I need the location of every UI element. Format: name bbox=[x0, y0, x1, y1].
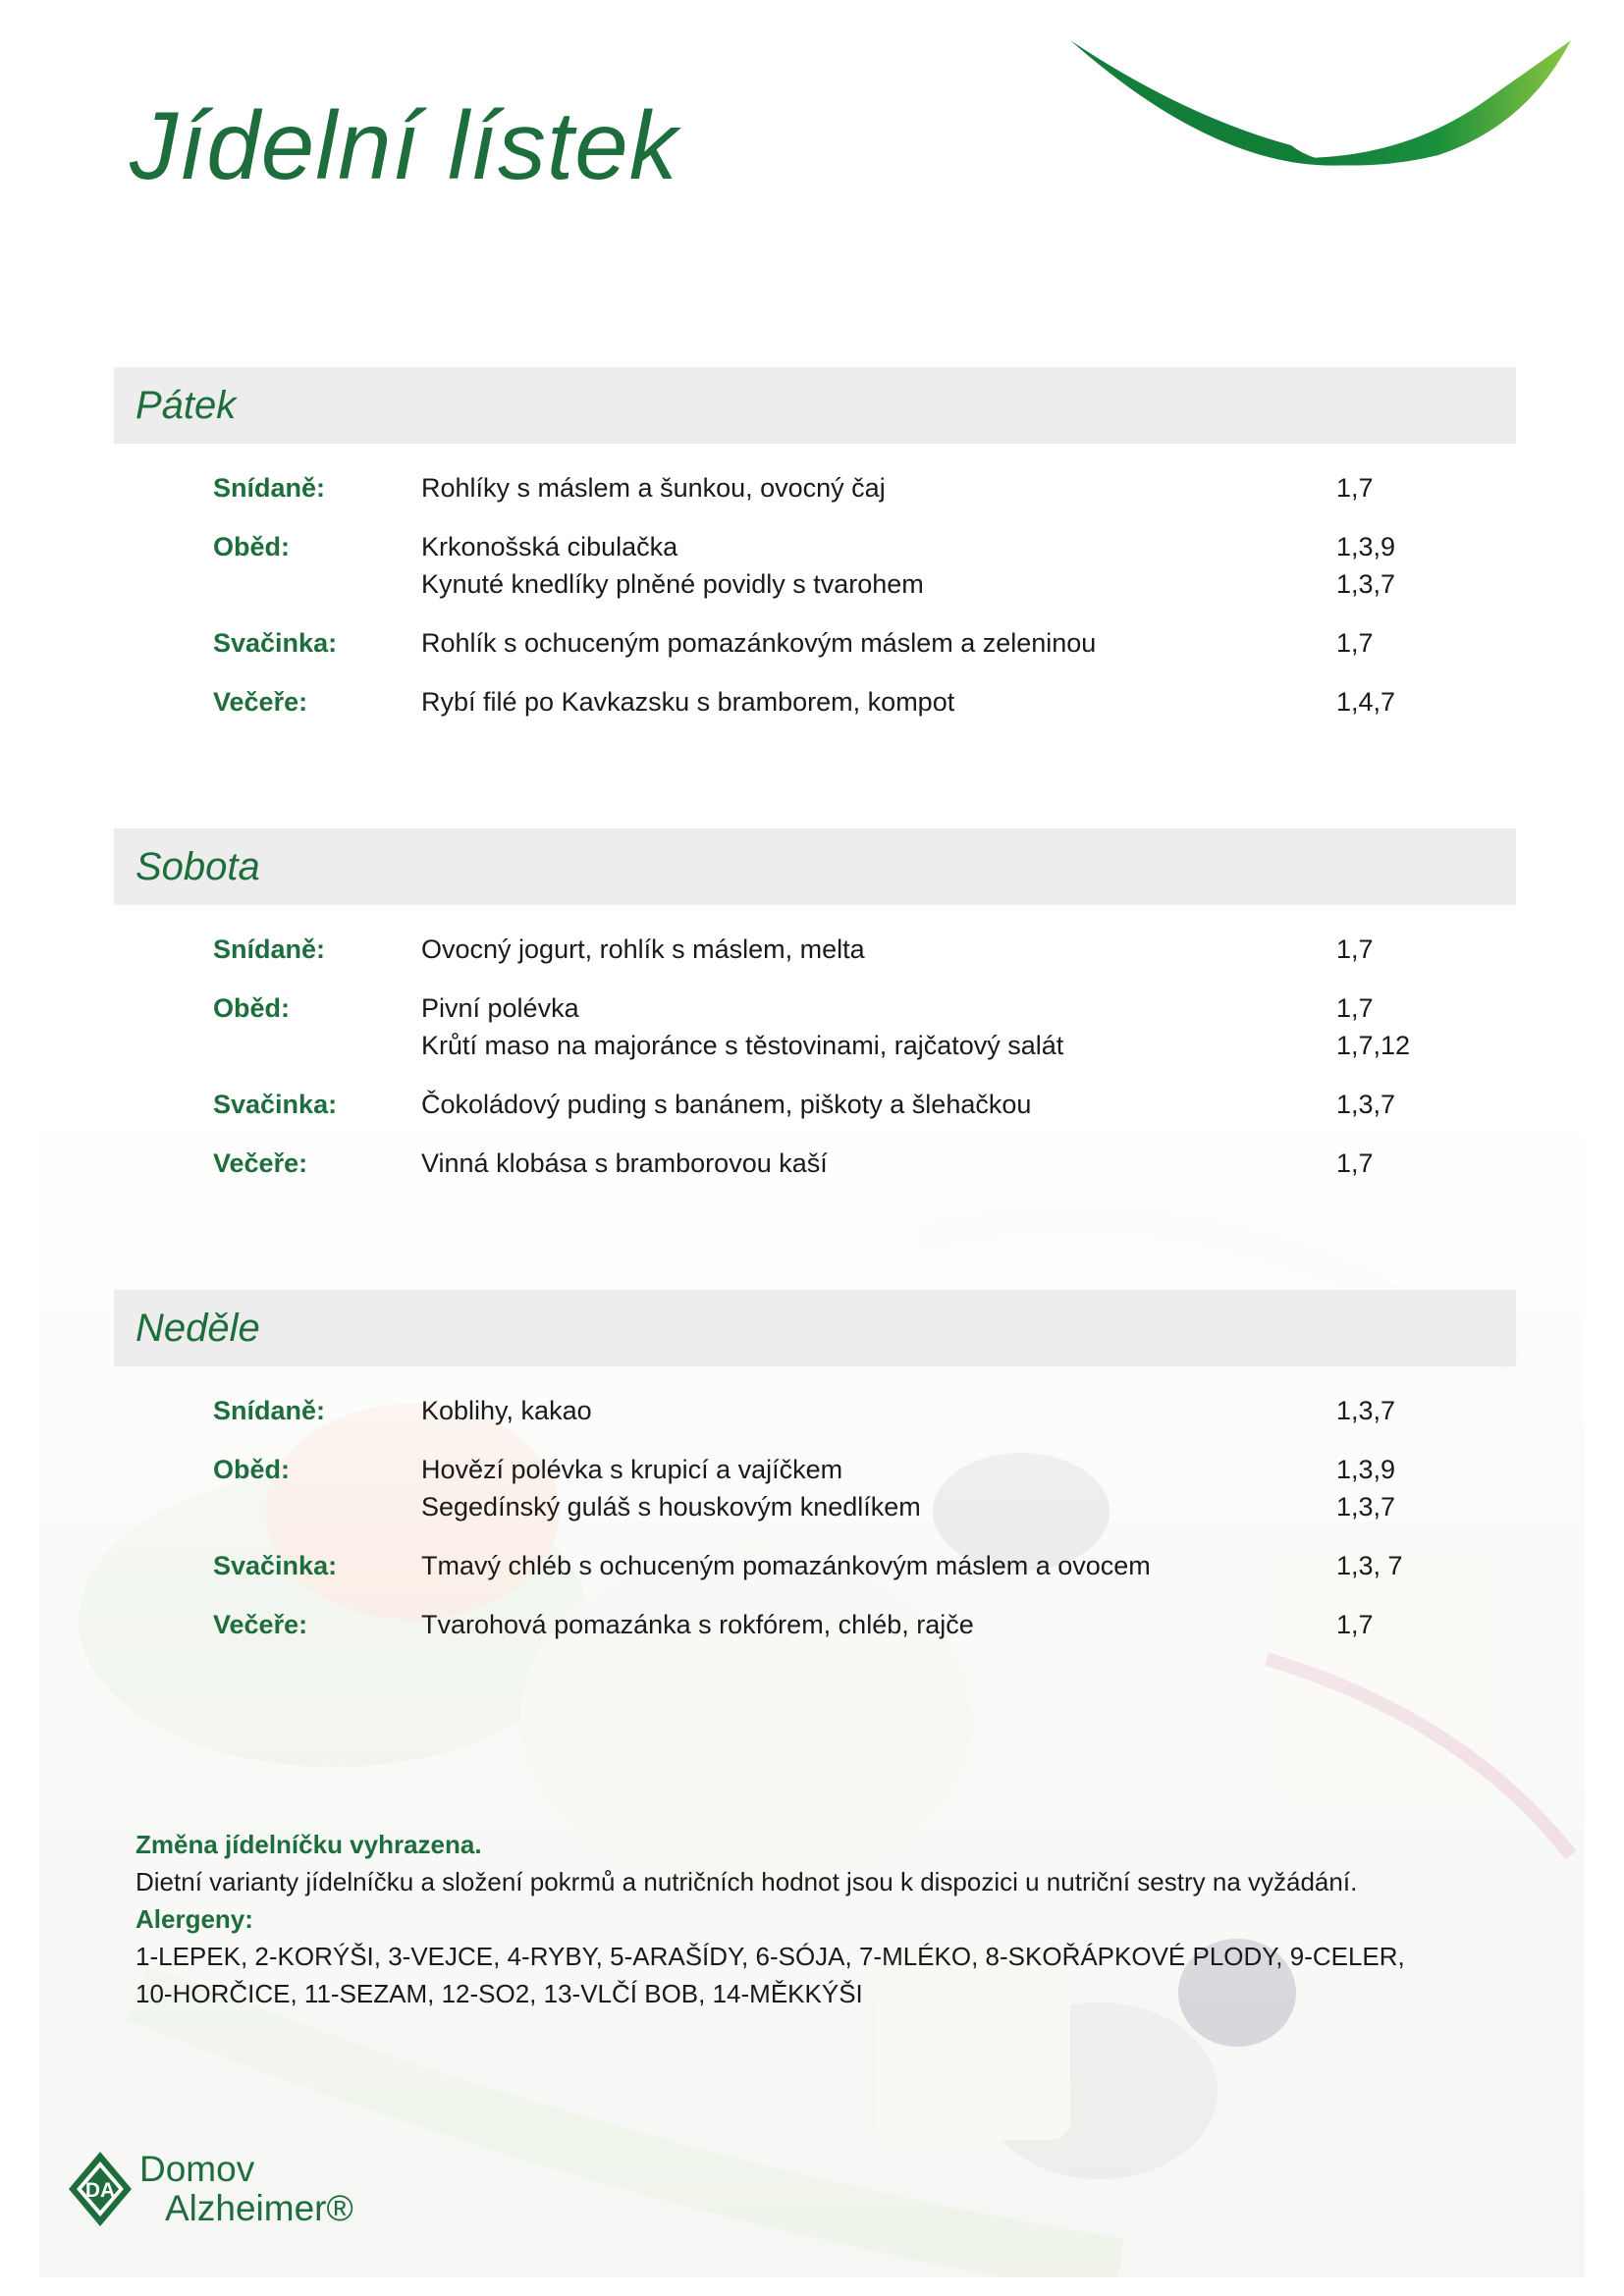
meal-row bbox=[421, 1392, 1516, 1429]
meal-list bbox=[114, 931, 1516, 1182]
day-section-patek bbox=[114, 367, 1516, 742]
dish-name: Krůtí maso na majoránce s těstovinami, rajčatový salát bbox=[421, 1030, 1064, 1060]
dish-name: Kynuté knedlíky plněné povidly s tvarohem bbox=[421, 568, 924, 599]
meal-row bbox=[421, 624, 1516, 662]
meal-dinner bbox=[114, 1606, 1516, 1643]
allergen-codes: 1,3,7 bbox=[1336, 1089, 1396, 1119]
allergens-list-line1: 1-LEPEK, 2-KORÝŠI, 3-VEJCE, 4-RYBY, 5-ARAŠÍDY, 6-SÓJA, 7-MLÉKO, 8-SKOŘÁPKOVÉ PLODY, 9-CELER, bbox=[135, 1942, 1405, 1971]
diet-info: Dietní varianty jídelníčku a složení pokrmů a nutričních hodnot jsou k dispozici u nutriční sestry na vyžádání. bbox=[135, 1867, 1358, 1896]
allergen-codes: 1,3,9 bbox=[1336, 1454, 1396, 1484]
meal-row bbox=[421, 989, 1516, 1027]
dish-name: Koblihy, kakao bbox=[421, 1395, 592, 1425]
day-header bbox=[114, 367, 1516, 444]
day-header bbox=[114, 1290, 1516, 1366]
meal-label: Snídaně: bbox=[213, 934, 326, 964]
allergen-codes: 1,7 bbox=[1336, 1148, 1374, 1178]
allergen-codes: 1,3, 7 bbox=[1336, 1550, 1403, 1580]
dish-name: Tvarohová pomazánka s rokfórem, chléb, rajče bbox=[421, 1609, 974, 1639]
meal-label: Večeře: bbox=[213, 1148, 308, 1178]
meal-list bbox=[114, 469, 1516, 721]
meal-row bbox=[421, 1547, 1516, 1584]
allergen-codes: 1,7 bbox=[1336, 992, 1374, 1023]
allergen-codes: 1,7 bbox=[1336, 627, 1374, 658]
logo-mark-text: DA bbox=[84, 2179, 116, 2202]
meal-label: Oběd: bbox=[213, 1455, 290, 1484]
allergen-codes: 1,7 bbox=[1336, 472, 1374, 503]
dish-name: Čokoládový puding s banánem, piškoty a šlehačkou bbox=[421, 1089, 1032, 1119]
allergen-codes: 1,3,7 bbox=[1336, 1395, 1396, 1425]
meal-breakfast bbox=[114, 931, 1516, 968]
meal-label: Večeře: bbox=[213, 1610, 308, 1639]
meal-dinner bbox=[114, 1145, 1516, 1182]
meal-row bbox=[421, 469, 1516, 507]
brand-swoosh-graphic bbox=[1065, 37, 1576, 170]
allergens-heading: Alergeny: bbox=[135, 1904, 253, 1934]
background-photo bbox=[39, 1109, 1585, 2277]
meal-snack bbox=[114, 624, 1516, 662]
change-notice: Změna jídelníčku vyhrazena. bbox=[135, 1830, 482, 1859]
meal-row bbox=[421, 931, 1516, 968]
meal-row bbox=[421, 1145, 1516, 1182]
logo-line2: Alzheimer® bbox=[165, 2188, 353, 2228]
dish-name: Rohlíky s máslem a šunkou, ovocný čaj bbox=[421, 472, 886, 503]
day-section-sobota bbox=[114, 828, 1516, 1203]
allergen-codes: 1,7 bbox=[1336, 934, 1374, 964]
meal-label: Oběd: bbox=[213, 993, 290, 1023]
dish-name: Ovocný jogurt, rohlík s máslem, melta bbox=[421, 934, 865, 964]
meal-snack bbox=[114, 1547, 1516, 1584]
day-header bbox=[114, 828, 1516, 905]
meal-list bbox=[114, 1392, 1516, 1643]
day-name: Pátek bbox=[135, 383, 237, 427]
allergen-codes: 1,3,7 bbox=[1336, 568, 1396, 599]
meal-row bbox=[421, 1488, 1516, 1525]
dish-name: Rohlík s ochuceným pomazánkovým máslem a zeleninou bbox=[421, 627, 1097, 658]
meal-label: Večeře: bbox=[213, 687, 308, 717]
dish-name: Vinná klobása s bramborovou kaší bbox=[421, 1148, 828, 1178]
dish-name: Tmavý chléb s ochuceným pomazánkovým máslem a ovocem bbox=[421, 1550, 1151, 1580]
day-section-nedele bbox=[114, 1290, 1516, 1665]
meal-lunch bbox=[114, 989, 1516, 1064]
meal-row bbox=[421, 1606, 1516, 1643]
meal-lunch bbox=[114, 528, 1516, 603]
meal-label: Svačinka: bbox=[213, 1551, 338, 1580]
meal-label: Oběd: bbox=[213, 532, 290, 561]
dish-name: Krkonošská cibulačka bbox=[421, 531, 678, 561]
meal-row bbox=[421, 1027, 1516, 1064]
dish-name: Segedínský guláš s houskovým knedlíkem bbox=[421, 1491, 921, 1522]
meal-row bbox=[421, 565, 1516, 603]
dish-name: Rybí filé po Kavkazsku s bramborem, kompot bbox=[421, 686, 955, 717]
day-name: Neděle bbox=[135, 1306, 260, 1350]
allergen-codes: 1,3,7 bbox=[1336, 1491, 1396, 1522]
meal-breakfast bbox=[114, 1392, 1516, 1429]
meal-lunch bbox=[114, 1451, 1516, 1525]
allergen-codes: 1,3,9 bbox=[1336, 531, 1396, 561]
logo-mark-icon bbox=[67, 2150, 134, 2228]
meal-snack bbox=[114, 1086, 1516, 1123]
meal-label: Snídaně: bbox=[213, 473, 326, 503]
meal-dinner bbox=[114, 683, 1516, 721]
allergen-codes: 1,7,12 bbox=[1336, 1030, 1411, 1060]
meal-breakfast bbox=[114, 469, 1516, 507]
footer-notes bbox=[135, 1826, 1530, 2012]
allergen-codes: 1,4,7 bbox=[1336, 686, 1396, 717]
allergens-list-line2: 10-HORČICE, 11-SEZAM, 12-SO2, 13-VLČÍ BOB, 14-MĚKKÝŠI bbox=[135, 1979, 863, 2008]
logo-line1: Domov bbox=[139, 2149, 255, 2189]
meal-row bbox=[421, 683, 1516, 721]
meal-row bbox=[421, 528, 1516, 565]
allergen-codes: 1,7 bbox=[1336, 1609, 1374, 1639]
meal-row bbox=[421, 1086, 1516, 1123]
dish-name: Pivní polévka bbox=[421, 992, 579, 1023]
page-title: Jídelní lístek bbox=[130, 91, 678, 199]
meal-row bbox=[421, 1451, 1516, 1488]
meal-label: Svačinka: bbox=[213, 628, 338, 658]
day-name: Sobota bbox=[135, 844, 260, 888]
dish-name: Hovězí polévka s krupicí a vajíčkem bbox=[421, 1454, 843, 1484]
domov-alzheimer-logo bbox=[67, 2150, 353, 2228]
meal-label: Svačinka: bbox=[213, 1090, 338, 1119]
meal-label: Snídaně: bbox=[213, 1396, 326, 1425]
